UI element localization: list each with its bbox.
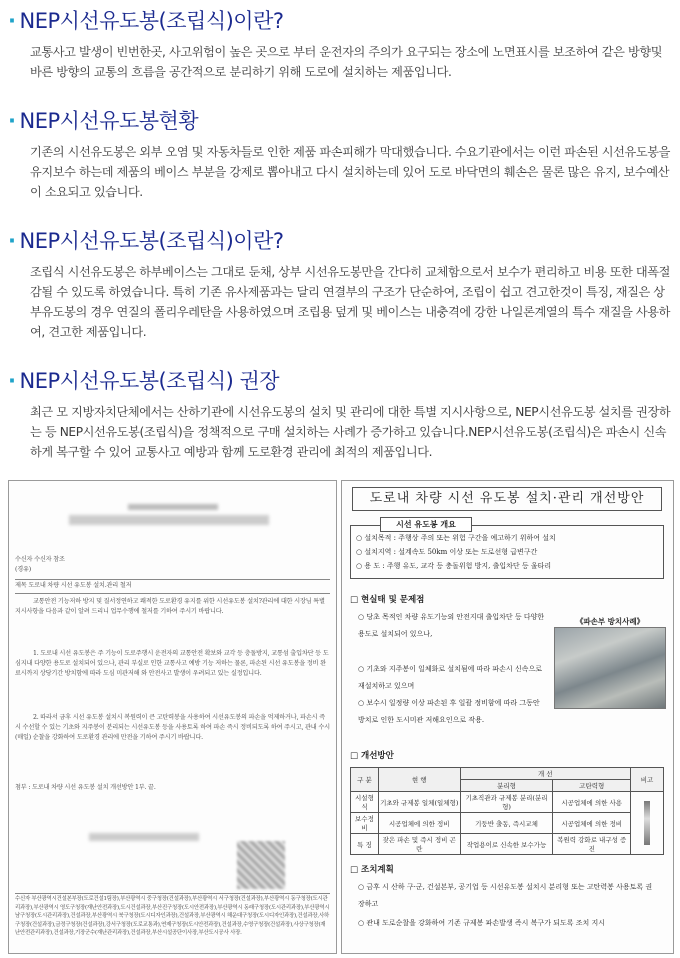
plan-item: ○ 관내 도로순찰을 강화하여 기존 규제봉 파손발생 즉시 복구가 되도록 조치 지시 [358, 919, 605, 927]
bollard-image [631, 792, 664, 855]
letter-recipient: 수신자 수신자 참조 [15, 556, 65, 563]
letter-footer: 수신자 부산광역시건설본부장(도로건설1팀장),부산광역시 중구청장(건설과장),부산광역시 서구청장(건설과장),부산광역시 동구청장(도시관리과장),부산광역시 영도구청장(재난안전과장),도시건설과장,부산진구청장(도시안전과장),부산광역시 동래구청장(도시관리과장),부산광역시남구청장(도시관리과장),건설과장,부산광역시 북구청장(도시디자인과장),건설과장,부산광역시 해운대구청장(도시디자인과장),건설과장,사하구청장(건설과장),금정구청장(건설과장),강서구청장(도로교통과),연제구청장(도시안전과장),건설과장,수영구청장(건설과장),사상구청장(재난안전관리과장),건설과장,기장군수(재난관리과장),건설과장,부산시설공단이사장,부산도시공사 사장. [15, 896, 330, 936]
status-item: ○ 보수시 일정량 이상 파손된 후 일괄 정비함에 따라 그동안 방치로 인한 도시미관 저해요인으로 작용. [358, 699, 540, 724]
th-current: 현 행 [378, 768, 460, 792]
status-item: ○ 기초와 지주봉이 일체화로 설치됨에 따라 파손시 신속으로 재설치하고 있으며 [358, 665, 542, 690]
th-split: 분리형 [460, 780, 553, 792]
status-heading: □ 현실태 및 문제점 [350, 595, 425, 605]
plan-item: ○ 금후 시 산하 구·군, 건설본부, 공기업 등 시선유도봉 설치시 분리형 또는 고탄력봉 사용토록 권장하고 [358, 883, 653, 908]
section-title: NEP시선유도봉(조립식)이란? [19, 9, 284, 33]
th-note: 비고 [631, 768, 664, 792]
section-body: 최근 모 지방자치단체에서는 산하기관에 시선유도봉의 설치 및 관리에 대한 특별 지시사항으로, NEP시선유도봉 설치를 권장하는 등 NEP시선유도봉(조립식)을 정책적으로 구매 설치하는 사례가 증가하고 있습니다.NEP시선유도봉(조립식)은 파손시 신속하게 복구할 수 있어 교통사고 예방과 함께 도로환경 관리에 최적의 제품입니다. [30, 405, 671, 459]
letter-attachment: 첨부 : 도로내 차량 시선 유도봉 설치 개선방안 1부. 끝. [15, 784, 156, 791]
section-body: 조립식 시선유도봉은 하부베이스는 그대로 둔채, 상부 시선유도봉만을 간다히 교체함으로서 보수가 편리하고 비용 또한 대폭절감될 수 있도록 하였습니다. 특히 기존 유사제품과는 달리 연결부의 구조가 단순하여, 조립이 쉽고 견고한것이 특징, 재질은 상부유도봉의 경우 연질의 폴리우레탄을 사용하였으며 조립용 덮게 및 베이스는 내충격에 강한 나일론계열의 특수 재질을 사용하여, 견고한 제품입니다. [30, 265, 671, 339]
plan-heading: □ 조치계획 [350, 865, 394, 875]
section-title: NEP시선유도봉(조립식) 권장 [19, 369, 280, 393]
table-row: 특 징 잦은 파손 및 즉시 정비 곤란 작업용이로 신속한 보수가능 복원력 강화로 내구성 증진 [351, 834, 664, 855]
section-title: NEP시선유도봉(조립식)이란? [19, 229, 284, 253]
section-assembly: · NEP시선유도봉(조립식)이란? 조립식 시선유도봉은 하부베이스는 그대로 둔채, 상부 시선유도봉만을 간다히 교체함으로서 보수가 편리하고 비용 또한 대폭절감될 수 있도록 하였습니다. 특히 기존 유사제품과는 달리 연결부의 구조가 단순하여, 조립이 쉽고 견고한것이 특징, 재질은 상부유도봉의 경우 연질의 폴리우레탄을 사용하였으며 조립용 덮게 및 베이스는 내충격에 강한 나일론계열의 특수 재질을 사용하여, 견고한 제품입니다. [8, 228, 672, 342]
th-gubun: 구 분 [351, 768, 379, 792]
overview-item: ○ 용 도 : 주행 유도, 교각 등 충돌위험 방지, 출입차단 등 울타리 [356, 562, 552, 570]
damage-photo [554, 617, 666, 709]
letter-org-blurred [69, 515, 269, 525]
plan-title: 도로내 차량 시선 유도봉 설치·관리 개선방안 [352, 487, 662, 511]
photo-caption: 《파손부 방치사례》 [575, 617, 645, 626]
table-row: 보수정비 시공업체에 의한 정비 기둥반 출동, 즉시교체 시공업체에 의한 정비 [351, 813, 664, 834]
comparison-table [350, 767, 664, 855]
overview-item: ○ 설치목적 : 주행상 주의 또는 위험 구간을 예고하기 위하여 설치 [356, 534, 556, 542]
letter-para1: 교통안전 기능저하 방지 및 질서정연하고 쾌적한 도로환경 유지를 위한 시선유도봉 설치?관리에 대한 시장님 특별 지시사항을 다음과 같이 알려 드리니 업무수행에 철저를 기하여 주시기 바랍니다. [15, 598, 325, 615]
section-recommend: · NEP시선유도봉(조립식) 권장 최근 모 지방자치단체에서는 산하기관에 시선유도봉의 설치 및 관리에 대한 특별 지시사항으로, NEP시선유도봉 설치를 권장하는 등 NEP시선유도봉(조립식)을 정책적으로 구매 설치하는 사례가 증가하고 있습니다.NEP시선유도봉(조립식)은 파손시 신속하게 복구할 수 있어 교통사고 예방과 함께 도로환경 관리에 최적의 제품입니다. [8, 368, 672, 462]
section-status: · NEP시선유도봉현황 기존의 시선유도봉은 외부 오염 및 자동차들로 인한 제품 파손피해가 막대했습니다. 수요기관에서는 이런 파손된 시선유도봉을 유지보수 하는데 제품의 베이스 부분을 강제로 뽑아내고 다시 설치하는데 있어 도로 바닥면의 훼손은 물론 많은 유지, 보수예산이 소요되고 있습니다. [8, 108, 672, 202]
overview-label: 시선 유도봉 개요 [380, 517, 472, 532]
status-item: ○ 당초 목적인 차량 유도기능외 안전지대 출입차단 등 다양한 용도로 설치되어 있으나, [358, 613, 545, 638]
improve-heading: □ 개선방안 [350, 751, 394, 761]
letter-para3: 2. 따라서 금후 시선 유도봉 설치시 복원력이 큰 고탄력봉을 사용하여 시선유도봉의 파손을 억제하거나, 파손시 즉시 수선할 수 있는 기초와 지주봉이 분리되는 시선유도봉 등을 사용토록 하여 파손 즉시 정비되도록 하여 주시고, 관내 수시(매일) 순찰을 강화하여 도로환경 관리에 만전을 기하여 주시기 바랍니다. [15, 714, 330, 741]
improvement-plan-scan [341, 480, 674, 954]
th-improve: 개 선 [460, 768, 630, 780]
section-body: 교통사고 발생이 빈번한곳, 사고위험이 높은 곳으로 부터 운전자의 주의가 요구되는 장소에 노면표시를 보조하여 같은 방향및 바른 방향의 교통의 흐름을 공간적으로 분리하기 위해 도로에 설치하는 제품입니다. [30, 45, 663, 79]
letter-header-blurred [9, 495, 336, 509]
letter-subject: 제목 도로내 차량 시선 유도봉 설치.관리 철저 [15, 582, 132, 589]
letter-sign-blurred [89, 833, 199, 841]
official-seal-image [237, 841, 285, 889]
section-title: NEP시선유도봉현황 [19, 109, 199, 133]
official-letter-scan [8, 480, 337, 954]
overview-item: ○ 설치지역 : 설계속도 50km 이상 또는 도로선형 급변구간 [356, 548, 538, 556]
letter-via: (경유) [15, 566, 31, 573]
table-row: 시설형식 기초와 규제봉 일체(일체형) 기초직관과 규제봉 분리(분리형) 시공업체에 의한 사용 [351, 792, 664, 813]
section-body: 기존의 시선유도봉은 외부 오염 및 자동차들로 인한 제품 파손피해가 막대했습니다. 수요기관에서는 이런 파손된 시선유도봉을 유지보수 하는데 제품의 베이스 부분을 강제로 뽑아내고 다시 설치하는데 있어 도로 바닥면의 훼손은 물론 많은 유지, 보수예산이 소요되고 있습니다. [30, 145, 671, 199]
section-intro: · NEP시선유도봉(조립식)이란? 교통사고 발생이 빈번한곳, 사고위험이 높은 곳으로 부터 운전자의 주의가 요구되는 장소에 노면표시를 보조하여 같은 방향및 바른 방향의 교통의 흐름을 공간적으로 분리하기 위해 도로에 설치하는 제품입니다. [8, 8, 672, 82]
letter-para2: 1. 도로내 시선 유도봉은 주 기능이 도로주행시 운전자의 교통안전 확보와 교각 등 충돌방지, 교통섬 출입차단 등 도심지내 다양한 용도로 설치되어 있으나, 관리 부실로 인한 교통사고 예방 기능 저하는 물론, 파손된 시선 유도봉을 정비 완료시까지 상당기간 방치함에 따라 도심 미관저해 와 안전사고 발생이 우려되고 있는 실정입니다. [15, 650, 329, 677]
th-elastic: 고탄력형 [553, 780, 631, 792]
